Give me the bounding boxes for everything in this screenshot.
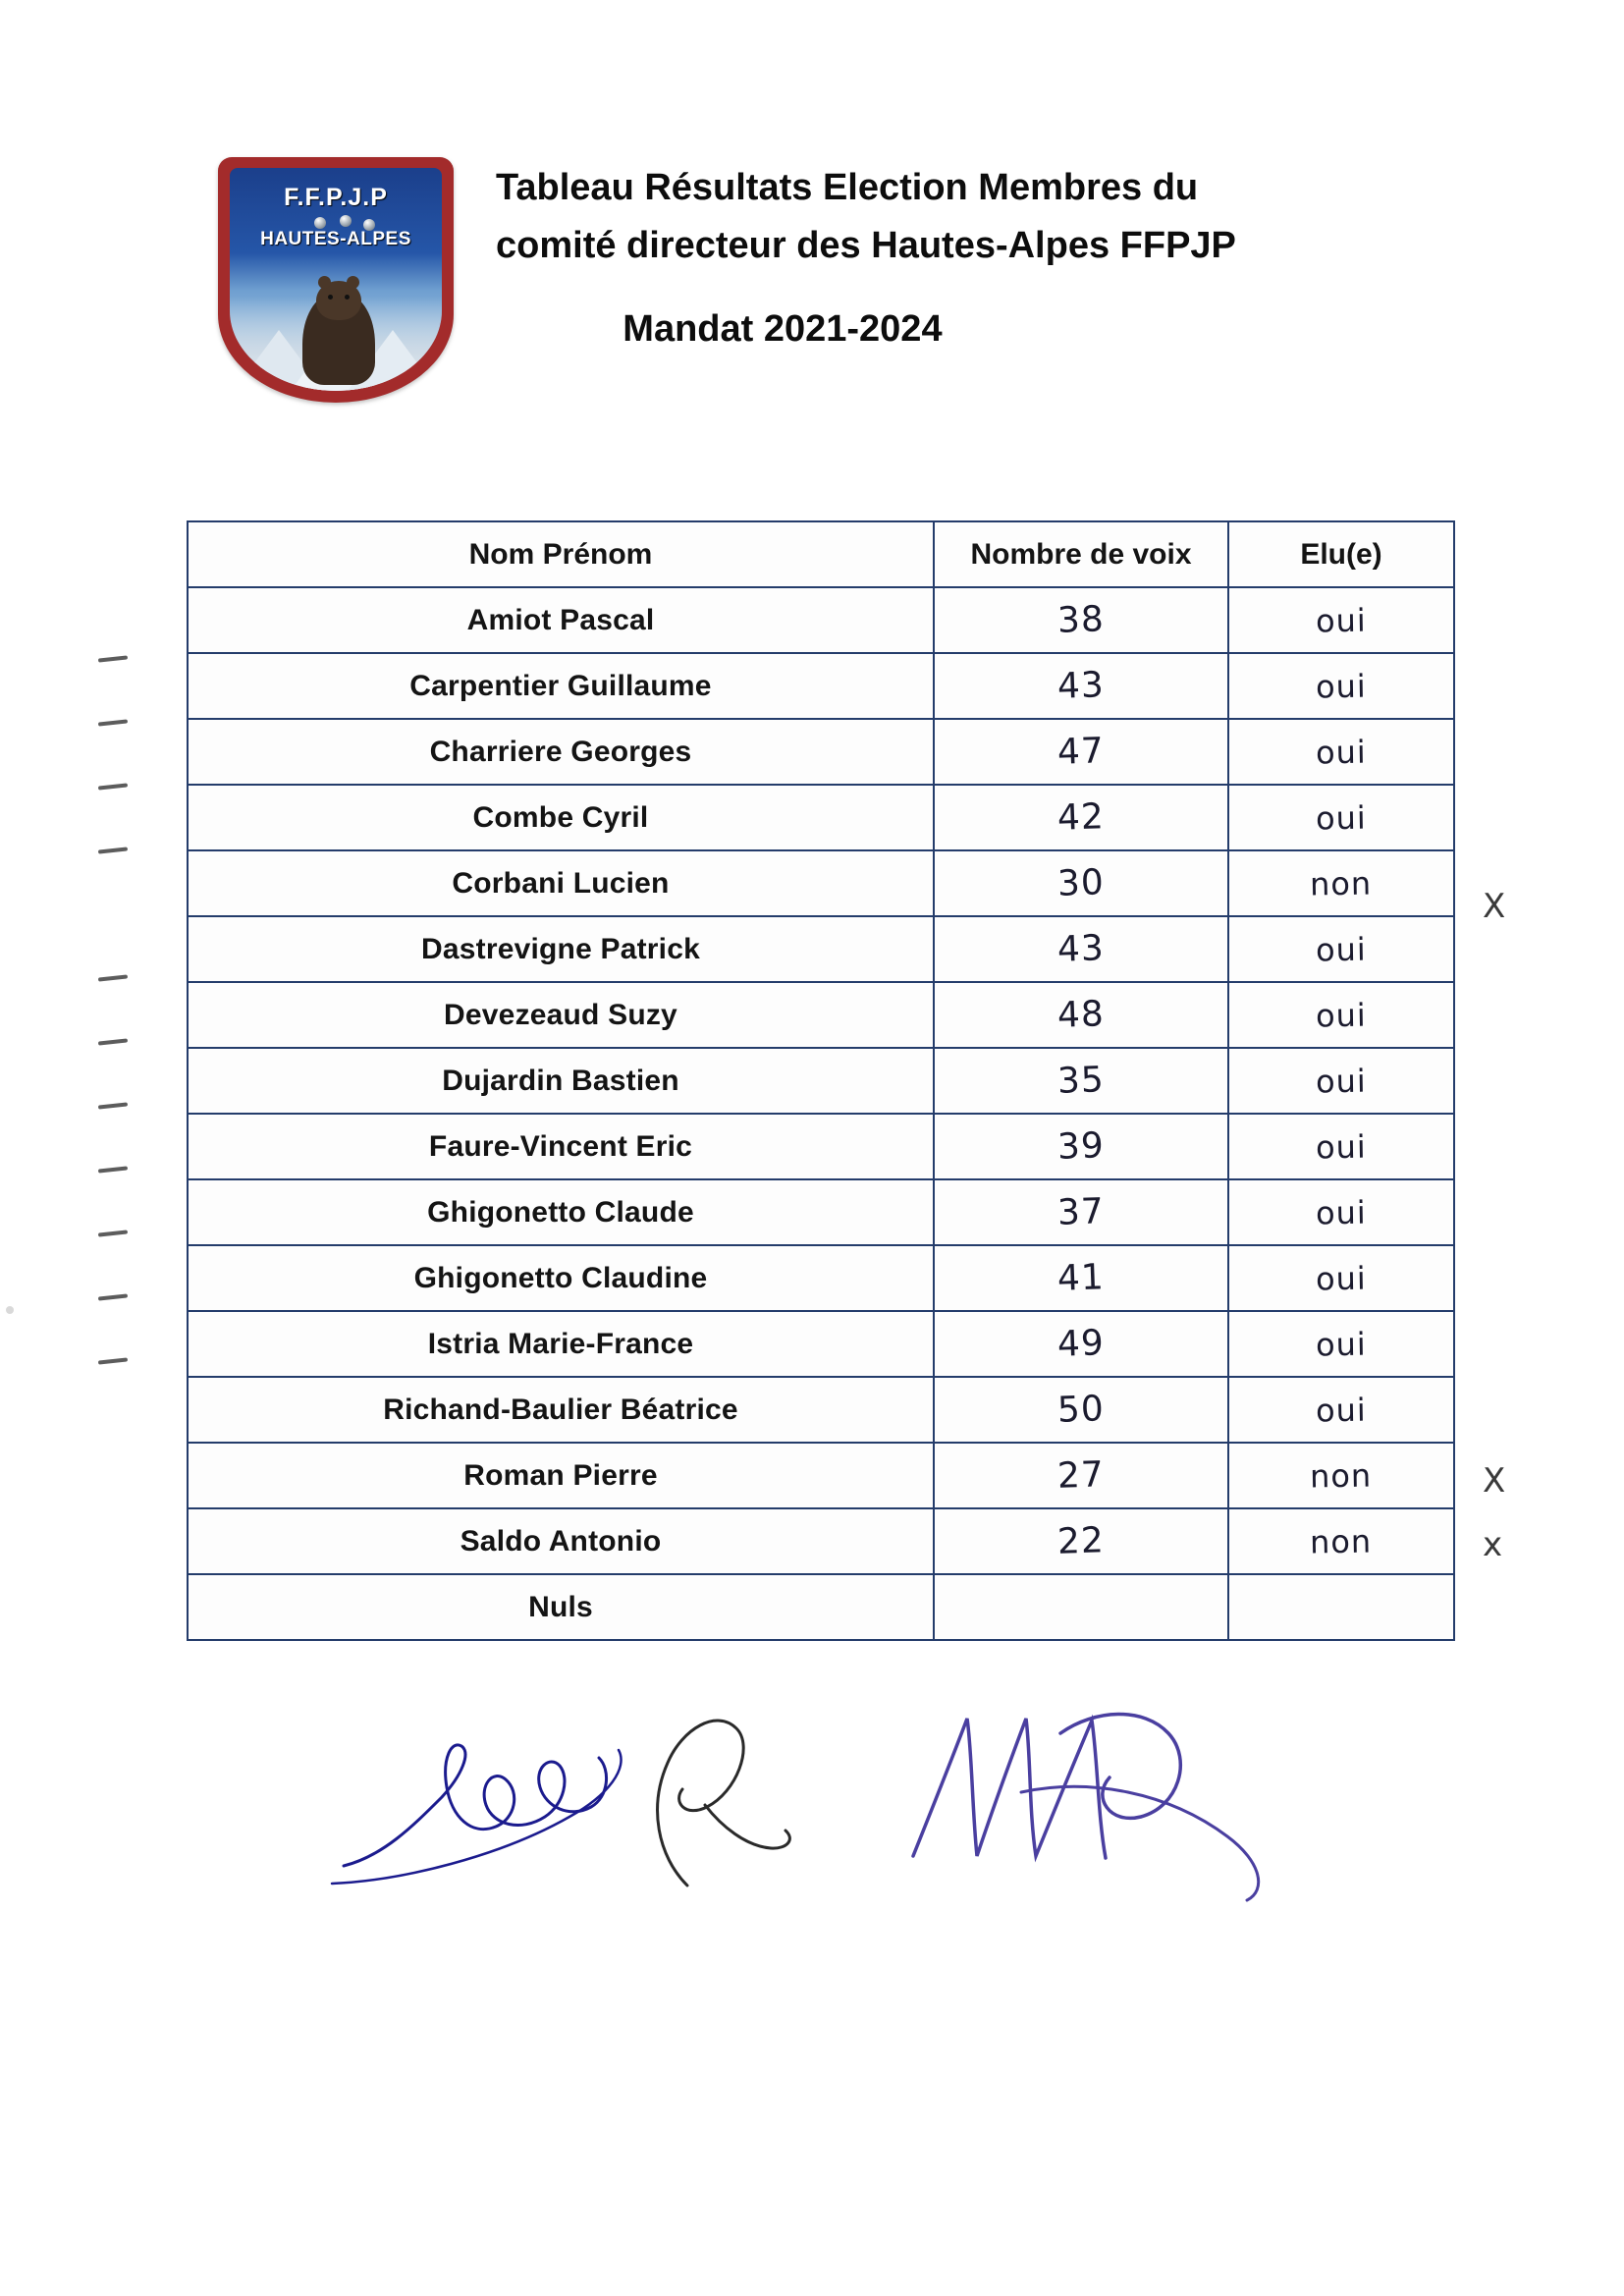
table-row [188,1508,1454,1574]
mandate-label: Mandat 2021-2024 [623,307,943,350]
elected-status [1228,587,1454,653]
candidate-name [188,1179,934,1245]
table-row [188,719,1454,785]
elected-status-value: oui [1315,996,1368,1034]
elected-status-value: oui [1315,798,1368,837]
table-row [188,785,1454,850]
vote-count [934,587,1228,653]
candidate-name [188,1048,934,1114]
candidate-name-label: Ghigonetto Claude [427,1195,694,1229]
candidate-name-label: Carpentier Guillaume [409,669,712,702]
table-row [188,916,1454,982]
table-row [188,1048,1454,1114]
table-row [188,1574,1454,1640]
candidate-name [188,1377,934,1443]
elected-status-value: oui [1315,1325,1368,1363]
vote-count [934,1245,1228,1311]
table-row [188,1377,1454,1443]
elected-status-value: oui [1315,1259,1368,1297]
pencil-dash-mark [98,655,128,662]
pencil-cross-mark: x [1483,1524,1503,1564]
candidate-name [188,1311,934,1377]
candidate-name-label: Roman Pierre [463,1458,658,1492]
elected-status [1228,1048,1454,1114]
candidate-name-label: Nuls [528,1590,593,1623]
elected-status-value: oui [1315,1127,1368,1166]
table-row [188,1179,1454,1245]
vote-count-value: 35 [1056,1060,1106,1102]
candidate-name-label: Istria Marie-France [427,1327,694,1360]
table-row [188,653,1454,719]
elected-status-value: oui [1315,601,1368,639]
vote-count [934,1574,1228,1640]
elected-status-value: oui [1315,733,1368,771]
elected-status [1228,719,1454,785]
vote-count [934,1311,1228,1377]
column-header-name: Nom Prénom [188,521,934,587]
vote-count-value: 41 [1056,1257,1106,1299]
results-table [187,520,1455,1641]
candidate-name [188,982,934,1048]
vote-count [934,1114,1228,1179]
column-header-elected: Elu(e) [1228,521,1454,587]
shield-inner [230,168,442,391]
pencil-dash-mark [98,1230,128,1236]
elected-status [1228,916,1454,982]
vote-count-value: 48 [1056,994,1106,1036]
elected-status [1228,1245,1454,1311]
candidate-name-label: Richand-Baulier Béatrice [383,1393,738,1426]
candidate-name [188,653,934,719]
candidate-name-label: Combe Cyril [472,800,649,834]
vote-count-value: 43 [1056,928,1106,970]
vote-count-value: 37 [1056,1191,1106,1233]
vote-count [934,1179,1228,1245]
vote-count [934,1443,1228,1508]
elected-status [1228,1377,1454,1443]
logo-department-label: HAUTES-ALPES [260,229,411,249]
vote-count [934,916,1228,982]
table-row [188,850,1454,916]
table-header-row [188,521,1454,587]
pencil-dash-mark [98,1357,128,1364]
signature-left [324,1709,658,1905]
marmot-icon [302,295,375,385]
candidate-name-label: Saldo Antonio [460,1524,662,1558]
title-line-1: Tableau Résultats Election Membres du [496,167,1199,208]
column-header-votes: Nombre de voix [934,521,1228,587]
candidate-name [188,1508,934,1574]
table-row [188,1114,1454,1179]
page-title [466,147,1236,358]
document-header [0,0,1624,408]
title-line-2: comité directeur des Hautes-Alpes FFPJP [496,224,1236,266]
vote-count [934,982,1228,1048]
pencil-dash-mark [98,719,128,726]
signature-area [324,1699,1502,1954]
elected-status-value: non [1310,1455,1373,1496]
elected-status [1228,1443,1454,1508]
elected-status [1228,1574,1454,1640]
candidate-name [188,1245,934,1311]
elected-status-value: non [1310,1521,1373,1561]
candidate-name-label: Dastrevigne Patrick [421,932,700,965]
elected-status [1228,1114,1454,1179]
candidate-name-label: Corbani Lucien [452,866,670,900]
elected-status [1228,850,1454,916]
scan-artifact [6,1306,14,1314]
pencil-dash-mark [98,974,128,981]
elected-status-value: oui [1315,1391,1368,1429]
elected-status [1228,1508,1454,1574]
candidate-name-label: Devezeaud Suzy [444,998,677,1031]
candidate-name [188,785,934,850]
candidate-name [188,850,934,916]
signature-middle [628,1699,884,1905]
elected-status [1228,1311,1454,1377]
candidate-name [188,916,934,982]
pencil-dash-mark [98,783,128,790]
vote-count [934,1508,1228,1574]
pencil-dash-mark [98,1293,128,1300]
table-row [188,982,1454,1048]
vote-count-value: 27 [1056,1454,1106,1497]
candidate-name [188,1574,934,1640]
pencil-cross-mark: X [1483,886,1506,926]
table-body [188,587,1454,1640]
candidate-name [188,1443,934,1508]
vote-count [934,785,1228,850]
vote-count-value: 39 [1056,1125,1106,1168]
pencil-dash-mark [98,1166,128,1173]
elected-status-value: oui [1315,1062,1368,1100]
table-row [188,1443,1454,1508]
vote-count-value: 38 [1056,599,1106,641]
vote-count-value: 42 [1056,796,1106,839]
vote-count [934,1377,1228,1443]
table-row [188,587,1454,653]
candidate-name-label: Charriere Georges [429,735,692,768]
results-table-container [187,520,1506,1641]
vote-count [934,653,1228,719]
vote-count-value: 47 [1056,731,1106,773]
table-row [188,1311,1454,1377]
pencil-dash-mark [98,1038,128,1045]
candidate-name [188,587,934,653]
candidate-name-label: Faure-Vincent Eric [428,1129,693,1163]
vote-count-value: 30 [1056,862,1106,904]
elected-status [1228,1179,1454,1245]
pencil-dash-mark [98,1102,128,1109]
elected-status [1228,982,1454,1048]
logo-federation-label: F.F.P.J.P [284,184,388,211]
pencil-cross-mark: X [1483,1460,1506,1501]
elected-status-value: oui [1315,1193,1368,1231]
candidate-name-label: Dujardin Bastien [442,1064,679,1097]
candidate-name-label: Amiot Pascal [466,603,655,636]
shield-icon [218,157,454,403]
table-row [188,1245,1454,1311]
pencil-dash-mark [98,847,128,853]
ffpjp-logo [206,147,466,408]
candidate-name [188,1114,934,1179]
elected-status-value: non [1310,863,1373,903]
vote-count [934,850,1228,916]
elected-status-value: oui [1315,667,1368,705]
elected-status [1228,785,1454,850]
vote-count-value: 50 [1056,1389,1106,1431]
signature-right [874,1699,1286,1915]
elected-status [1228,653,1454,719]
vote-count [934,1048,1228,1114]
candidate-name [188,719,934,785]
vote-count-value: 43 [1056,665,1106,707]
candidate-name-label: Ghigonetto Claudine [413,1261,708,1294]
vote-count-value: 22 [1056,1520,1106,1562]
vote-count-value: 49 [1056,1323,1106,1365]
vote-count [934,719,1228,785]
elected-status-value: oui [1315,930,1368,968]
